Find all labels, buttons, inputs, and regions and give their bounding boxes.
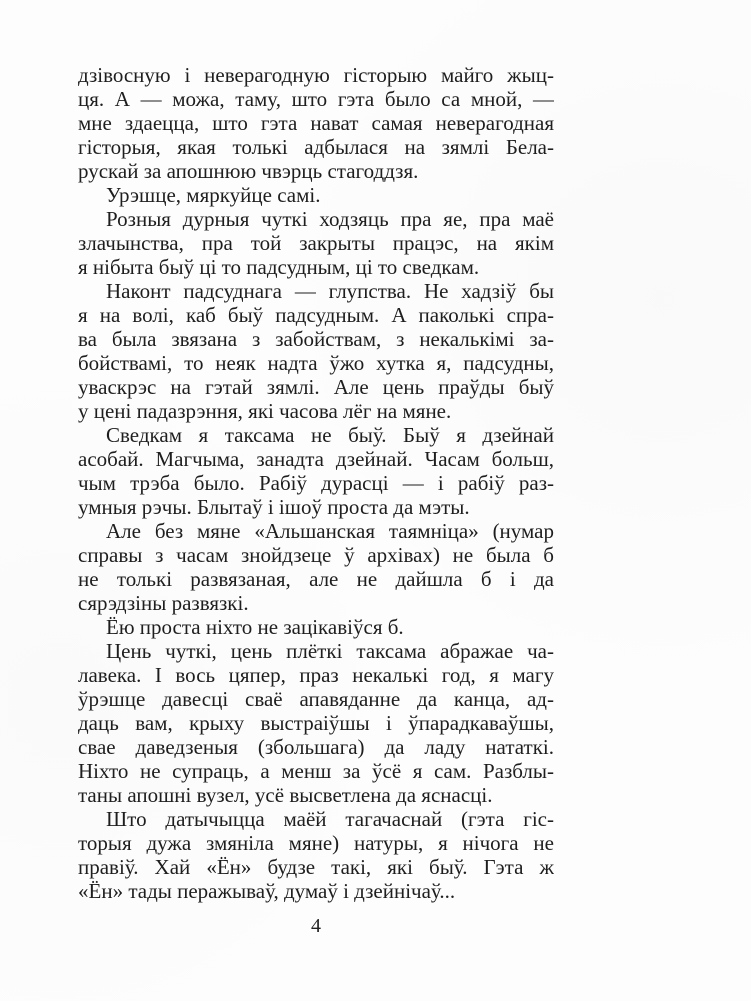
- text-line: не толькі развязаная, але не дайшла б і да: [78, 567, 554, 591]
- text-line: асобай. Магчыма, занадта дзейнай. Часам больш,: [78, 447, 554, 471]
- text-line: торыя дужа змяніла мяне) натуры, я нічога не: [78, 831, 554, 855]
- paragraph: [78, 279, 554, 423]
- text-line: таны апошні вузел, усё высветлена да яснасці.: [78, 783, 493, 807]
- text-line: Наконт падсуднага — глупства. Не хадзіў бы: [106, 279, 554, 303]
- paragraph: [78, 639, 554, 807]
- text-line: дзівосную і неверагодную гісторыю майго жыц-: [78, 63, 554, 87]
- text-line: злачынства, пра той закрыты працэс, на якім: [78, 231, 554, 255]
- text-line: Розныя дурныя чуткі ходзяць пра яе, пра маё: [106, 207, 554, 231]
- text-line: гісторыя, якая толькі адбылася на зямлі Бела-: [78, 135, 554, 159]
- text-line: Але без мяне «Альшанская таямніца» (нумар: [106, 519, 554, 543]
- text-line: рускай за апошнюю чвэрць стагоддзя.: [78, 159, 419, 183]
- text-line: Сведкам я таксама не быў. Быў я дзейнай: [106, 423, 554, 447]
- text-line: мне здаецца, што гэта нават самая неверагодная: [78, 111, 554, 135]
- text-line: справы з часам знойдзеце ў архівах) не была б: [78, 543, 554, 567]
- paragraph: [78, 519, 554, 615]
- paragraph: [78, 807, 554, 903]
- paragraph: [78, 183, 554, 207]
- paragraph: [78, 615, 554, 639]
- text-line: Ніхто не супраць, а менш за ўсё я сам. Разблы-: [78, 759, 554, 783]
- text-line: умныя рэчы. Блытаў і ішоў проста да мэты.: [78, 495, 470, 519]
- text-line: Ёю проста ніхто не зацікавіўся б.: [106, 615, 404, 639]
- text-line: ўрэшце давесці сваё апавяданне да канца, ад-: [78, 687, 554, 711]
- text-line: сярэдзіны развязкі.: [78, 591, 249, 615]
- text-line: уваскрэс на гэтай зямлі. Але цень праўды быў: [78, 375, 554, 399]
- text-line: свае даведзеныя (збольшага) да ладу нататкі.: [78, 735, 554, 759]
- paragraph: [78, 63, 554, 183]
- text-line: Урэшце, мяркуйце самі.: [106, 183, 321, 207]
- text-block: [78, 63, 554, 903]
- text-line: я на волі, каб быў падсудным. А паколькі спра-: [78, 303, 554, 327]
- page-number: 4: [311, 915, 321, 937]
- paragraph: [78, 423, 554, 519]
- text-line: «Ён» тады перажываў, думаў і дзейнічаў...: [78, 879, 456, 903]
- text-line: у цені падазрэння, які часова лёг на мяне.: [78, 399, 452, 423]
- text-line: Цень чуткі, цень плёткі таксама абражае ча-: [106, 639, 554, 663]
- text-line: Што датычыцца маёй тагачаснай (гэта гіс-: [106, 807, 554, 831]
- text-line: чым трэба было. Рабіў дурасці — і рабіў раз-: [78, 471, 554, 495]
- text-line: лавека. І вось цяпер, праз некалькі год, я магу: [78, 663, 554, 687]
- text-line: я нібыта быў ці то падсудным, ці то сведкам.: [78, 255, 480, 279]
- text-line: правіў. Хай «Ён» будзе такі, які быў. Гэта ж: [78, 855, 554, 879]
- text-line: бойствамі, то неяк надта ўжо хутка я, падсудны,: [78, 351, 554, 375]
- paragraph: [78, 207, 554, 279]
- text-line: даць вам, крыху выстраіўшы і ўпарадкаваўшы,: [78, 711, 554, 735]
- text-line: ва была звязана з забойствам, з некалькімі за-: [78, 327, 554, 351]
- text-line: ця. А — можа, таму, што гэта было са мной, —: [78, 87, 554, 111]
